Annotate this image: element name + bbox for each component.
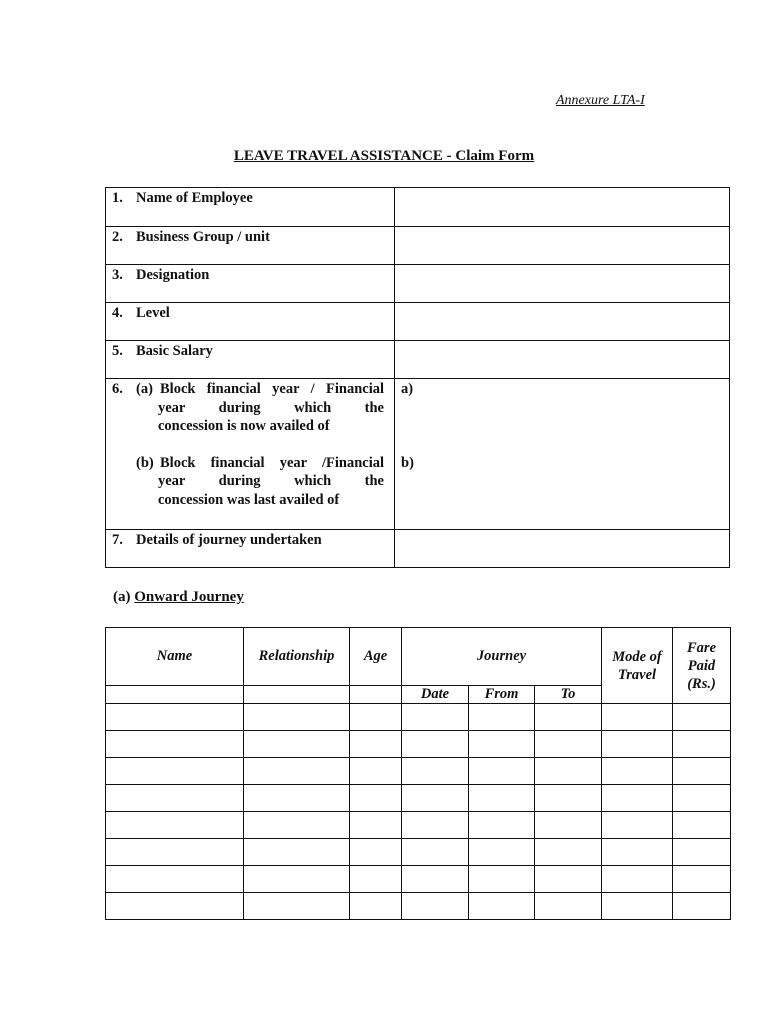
onward-journey-table [105, 627, 731, 920]
journey-cell-name[interactable] [106, 704, 244, 731]
journey-cell-to[interactable] [535, 731, 602, 758]
journey-cell-from[interactable] [469, 785, 535, 812]
basic-salary-field[interactable] [395, 341, 730, 379]
col-header-from: From [469, 686, 535, 704]
journey-table-row [106, 812, 731, 839]
journey-cell-from[interactable] [469, 758, 535, 785]
journey-cell-mode[interactable] [602, 866, 673, 893]
journey-cell-mode[interactable] [602, 704, 673, 731]
journey-cell-from[interactable] [469, 866, 535, 893]
details-row-business-group [106, 227, 730, 265]
journey-cell-from[interactable] [469, 893, 535, 920]
details-row-level [106, 303, 730, 341]
journey-table-row [106, 893, 731, 920]
journey-cell-name[interactable] [106, 731, 244, 758]
col-header-fare: Fare Paid (Rs.) [673, 628, 731, 704]
subheader-blank [244, 686, 350, 704]
journey-cell-from[interactable] [469, 839, 535, 866]
section-prefix: (a) [113, 589, 131, 605]
col-header-mode: Mode of Travel [602, 628, 673, 704]
details-row-block-year [106, 379, 730, 530]
details-label-cell [106, 188, 395, 227]
journey-cell-name[interactable] [106, 839, 244, 866]
journey-cell-to[interactable] [535, 785, 602, 812]
sub-item-a [136, 380, 394, 399]
annexure-label: Annexure LTA-I [556, 93, 645, 108]
col-header-relationship: Relationship [244, 628, 350, 686]
row-label: Business Group / unit [136, 229, 270, 245]
col-header-date: Date [402, 686, 469, 704]
journey-cell-fare[interactable] [673, 839, 731, 866]
details-label-cell [106, 303, 395, 341]
row-number: 4. [112, 305, 123, 321]
journey-cell-fare[interactable] [673, 704, 731, 731]
journey-cell-date[interactable] [402, 704, 469, 731]
journey-cell-from[interactable] [469, 704, 535, 731]
designation-field[interactable] [395, 265, 730, 303]
details-label-cell [106, 379, 395, 530]
journey-cell-relationship[interactable] [244, 758, 350, 785]
journey-cell-relationship[interactable] [244, 893, 350, 920]
details-row-journey [106, 530, 730, 568]
journey-cell-age[interactable] [350, 839, 402, 866]
journey-cell-fare[interactable] [673, 785, 731, 812]
row-label: Name of Employee [136, 190, 253, 206]
details-label-cell [106, 227, 395, 265]
details-row-designation [106, 265, 730, 303]
journey-cell-mode[interactable] [602, 893, 673, 920]
journey-cell-mode[interactable] [602, 785, 673, 812]
col-header-age: Age [350, 628, 402, 686]
journey-cell-relationship[interactable] [244, 812, 350, 839]
level-field[interactable] [395, 303, 730, 341]
journey-cell-mode[interactable] [602, 839, 673, 866]
journey-table-row [106, 785, 731, 812]
journey-table-row [106, 731, 731, 758]
journey-cell-fare[interactable] [673, 812, 731, 839]
journey-cell-date[interactable] [402, 812, 469, 839]
journey-cell-to[interactable] [535, 839, 602, 866]
journey-cell-relationship[interactable] [244, 785, 350, 812]
employee-name-field[interactable] [395, 188, 730, 227]
journey-cell-date[interactable] [402, 731, 469, 758]
sub-item-b [136, 454, 394, 473]
journey-cell-to[interactable] [535, 893, 602, 920]
journey-cell-date[interactable] [402, 893, 469, 920]
row-label: Details of journey undertaken [136, 532, 322, 548]
details-label-cell [106, 341, 395, 379]
journey-table-row [106, 758, 731, 785]
form-title-text: LEAVE TRAVEL ASSISTANCE - Claim Form [233, 148, 535, 164]
sub-item-text: Block financial year /Financial [160, 454, 384, 471]
block-year-field[interactable] [395, 379, 730, 530]
journey-cell-mode[interactable] [602, 812, 673, 839]
journey-cell-relationship[interactable] [244, 704, 350, 731]
row-number: 2. [112, 229, 123, 245]
sub-item-text: year during which the [158, 473, 384, 489]
details-label-cell [106, 530, 395, 568]
sub-item-tag: (b) [136, 454, 154, 471]
journey-cell-age[interactable] [350, 731, 402, 758]
row-number: 3. [112, 267, 123, 283]
journey-cell-from[interactable] [469, 731, 535, 758]
col-header-name: Name [106, 628, 244, 686]
section-title: Onward Journey [134, 589, 244, 605]
row-number: 6. [112, 381, 123, 397]
journey-cell-age[interactable] [350, 758, 402, 785]
col-header-to: To [535, 686, 602, 704]
journey-table-row [106, 866, 731, 893]
journey-cell-fare[interactable] [673, 731, 731, 758]
col-header-journey: Journey [402, 628, 602, 686]
row-label: Level [136, 305, 170, 321]
journey-cell-age[interactable] [350, 893, 402, 920]
journey-header-row [106, 628, 731, 686]
journey-cell-to[interactable] [535, 812, 602, 839]
business-group-field[interactable] [395, 227, 730, 265]
value-b-label: b) [401, 455, 414, 471]
journey-cell-relationship[interactable] [244, 866, 350, 893]
journey-cell-to[interactable] [535, 866, 602, 893]
details-row-basic-salary [106, 341, 730, 379]
journey-cell-age[interactable] [350, 785, 402, 812]
row-number: 7. [112, 532, 123, 548]
onward-journey-heading [113, 589, 244, 606]
journey-table-row [106, 839, 731, 866]
journey-cell-from[interactable] [469, 812, 535, 839]
journey-cell-fare[interactable] [673, 893, 731, 920]
form-title [0, 148, 768, 165]
journey-cell-date[interactable] [402, 785, 469, 812]
journey-cell-name[interactable] [106, 785, 244, 812]
journey-cell-age[interactable] [350, 866, 402, 893]
journey-cell-relationship[interactable] [244, 731, 350, 758]
journey-cell-fare[interactable] [673, 758, 731, 785]
journey-cell-fare[interactable] [673, 866, 731, 893]
journey-table-row [106, 704, 731, 731]
journey-cell-name[interactable] [106, 893, 244, 920]
employee-details-table [105, 187, 730, 568]
journey-cell-age[interactable] [350, 812, 402, 839]
row-number: 5. [112, 343, 123, 359]
journey-cell-relationship[interactable] [244, 839, 350, 866]
journey-cell-date[interactable] [402, 866, 469, 893]
journey-cell-date[interactable] [402, 839, 469, 866]
journey-cell-to[interactable] [535, 704, 602, 731]
journey-cell-mode[interactable] [602, 731, 673, 758]
row-number: 1. [112, 190, 123, 206]
subheader-blank [350, 686, 402, 704]
details-row-name [106, 188, 730, 227]
sub-item-text: concession was last availed of [158, 491, 340, 508]
row-label: Basic Salary [136, 343, 213, 359]
journey-cell-to[interactable] [535, 758, 602, 785]
journey-cell-age[interactable] [350, 704, 402, 731]
row-label: Designation [136, 267, 210, 283]
value-a-label: a) [401, 381, 414, 397]
sub-item-tag: (a) [136, 381, 153, 397]
journey-cell-name[interactable] [106, 866, 244, 893]
journey-cell-name[interactable] [106, 812, 244, 839]
journey-cell-name[interactable] [106, 758, 244, 785]
journey-table-body [106, 704, 731, 920]
sub-item-text: year during which the [158, 399, 384, 416]
journey-details-field[interactable] [395, 530, 730, 568]
sub-item-text: concession is now availed of [158, 418, 330, 434]
journey-cell-date[interactable] [402, 758, 469, 785]
details-label-cell [106, 265, 395, 303]
journey-cell-mode[interactable] [602, 758, 673, 785]
subheader-blank [106, 686, 244, 704]
sub-item-text: Block financial year / Financial [160, 381, 384, 397]
